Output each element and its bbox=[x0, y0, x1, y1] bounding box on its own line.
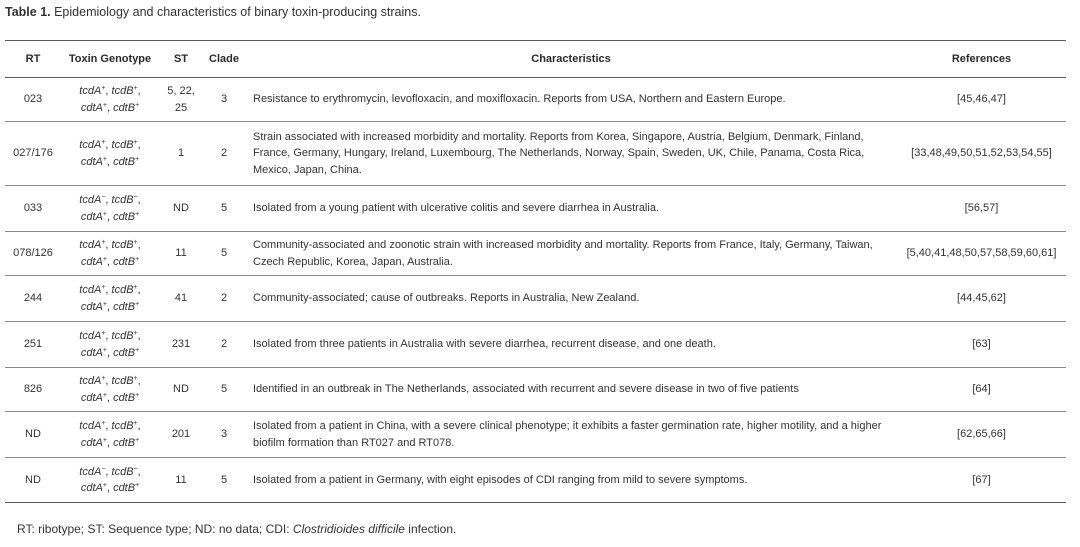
table-row bbox=[5, 232, 1066, 276]
table-caption-text: Epidemiology and characteristics of binary toxin-producing strains. bbox=[50, 5, 421, 19]
genotype-gene: cdtB bbox=[113, 346, 136, 359]
genotype-sign: + bbox=[135, 391, 140, 399]
genotype-sign: + bbox=[101, 85, 106, 92]
genotype-sign: + bbox=[135, 346, 140, 354]
genotype-sign: + bbox=[102, 155, 107, 163]
genotype-separator: , bbox=[137, 239, 141, 251]
cell-st: 5, 22, 25 bbox=[167, 85, 195, 114]
cell-clade: 2 bbox=[220, 147, 228, 160]
genotype-sign: + bbox=[135, 155, 140, 163]
genotype-gene: tcdB bbox=[111, 284, 134, 296]
genotype-sign: + bbox=[135, 300, 140, 308]
genotype-gene: tcdA bbox=[79, 375, 102, 387]
genotype-separator: , bbox=[137, 465, 141, 478]
genotype-gene: tcdB bbox=[111, 85, 134, 97]
cell-toxin-genotype bbox=[61, 458, 159, 503]
genotype-sign: + bbox=[102, 101, 107, 109]
genotype-gene: tcdA bbox=[79, 85, 102, 97]
header-references: References bbox=[951, 52, 1012, 65]
cell-clade: 5 bbox=[220, 473, 228, 486]
genotype-gene: tcdB bbox=[111, 465, 134, 478]
genotype-sign: + bbox=[135, 101, 140, 109]
header-toxin-genotype: Toxin Genotype bbox=[68, 52, 152, 65]
genotype-separator: , bbox=[106, 346, 114, 359]
genotype-gene: cdtA bbox=[80, 210, 103, 223]
genotype-gene: tcdB bbox=[111, 194, 134, 206]
cell-toxin-genotype bbox=[61, 78, 159, 122]
cell-references: [5,40,41,48,50,57,58,59,60,61] bbox=[906, 247, 1057, 260]
cell-st: 41 bbox=[174, 292, 188, 305]
cell-references: [62,65,66] bbox=[957, 428, 1006, 441]
table-row bbox=[5, 122, 1066, 186]
genotype-sign: + bbox=[135, 210, 140, 218]
cell-references: [64] bbox=[972, 383, 991, 396]
genotype-sign: + bbox=[133, 85, 138, 92]
genotype-separator: , bbox=[106, 155, 114, 168]
genotype-sign: + bbox=[102, 346, 107, 354]
genotype-separator: , bbox=[105, 139, 112, 151]
cell-characteristics: Community-associated and zoonotic strain with increased morbidity and mortality. Reports from France, Italy, Germany, Taiwan, Czech Republic, Korea, Japan, Australia. bbox=[253, 239, 873, 268]
genotype-sign: + bbox=[102, 391, 107, 399]
cell-characteristics: Resistance to erythromycin, levofloxacin, and moxifloxacin. Reports from USA, Northern and Eastern Europe. bbox=[253, 93, 786, 106]
cell-toxin-genotype bbox=[61, 368, 159, 412]
genotype-sign: + bbox=[101, 139, 106, 146]
genotype-gene: cdtB bbox=[113, 155, 136, 168]
cell-characteristics: Isolated from three patients in Australia with severe diarrhea, recurrent disease, and one death. bbox=[253, 338, 716, 351]
cell-toxin-genotype bbox=[61, 412, 159, 458]
genotype-separator: , bbox=[137, 194, 141, 206]
genotype-separator: , bbox=[105, 239, 112, 251]
cell-rt: 251 bbox=[23, 338, 43, 351]
genotype-sign: − bbox=[133, 465, 138, 473]
cell-references: [56,57] bbox=[964, 202, 999, 215]
genotype-gene: cdtA bbox=[80, 482, 103, 494]
genotype-gene: cdtB bbox=[113, 210, 136, 223]
genotype-gene: cdtA bbox=[80, 346, 103, 359]
cell-clade: 2 bbox=[220, 292, 228, 305]
cell-clade: 3 bbox=[220, 428, 228, 441]
cell-rt: 244 bbox=[23, 292, 43, 305]
genotype-separator: , bbox=[106, 255, 114, 268]
genotype-separator: , bbox=[106, 436, 114, 449]
genotype-sign: + bbox=[101, 330, 106, 337]
genotype-separator: , bbox=[106, 210, 114, 223]
cell-rt: 078/126 bbox=[13, 247, 53, 260]
table-row bbox=[5, 458, 1066, 503]
genotype-sign: + bbox=[102, 255, 107, 263]
footnote-organism: Clostridioides difficile bbox=[292, 522, 405, 536]
header-st: ST bbox=[173, 52, 189, 65]
genotype-separator: , bbox=[105, 85, 112, 97]
genotype-sign: + bbox=[133, 330, 138, 337]
genotype-gene: cdtA bbox=[80, 101, 103, 114]
cell-references: [67] bbox=[972, 473, 991, 486]
genotype-gene: cdtA bbox=[80, 155, 103, 168]
cell-references: [33,48,49,50,51,52,53,54,55] bbox=[911, 147, 1052, 160]
genotype-gene: tcdB bbox=[111, 330, 134, 342]
genotype-gene: tcdA bbox=[79, 284, 102, 296]
cell-st: 11 bbox=[175, 247, 187, 260]
genotype-separator: , bbox=[137, 375, 141, 387]
header-clade: Clade bbox=[209, 52, 239, 65]
genotype-separator: , bbox=[137, 330, 141, 342]
genotype-sign: + bbox=[102, 482, 107, 489]
cell-rt: 027/176 bbox=[13, 147, 53, 160]
genotype-separator: , bbox=[105, 330, 112, 342]
genotype-separator: , bbox=[106, 391, 114, 404]
genotype-separator: , bbox=[105, 420, 112, 432]
table-row bbox=[5, 412, 1066, 458]
cell-characteristics: Community-associated; cause of outbreaks. Reports in Australia, New Zealand. bbox=[253, 292, 640, 305]
genotype-sign: + bbox=[133, 420, 138, 427]
genotype-gene: cdtB bbox=[113, 101, 136, 114]
genotype-gene: tcdA bbox=[79, 465, 102, 478]
table-row bbox=[5, 322, 1066, 368]
genotype-separator: , bbox=[106, 482, 114, 494]
genotype-separator: , bbox=[105, 375, 112, 387]
genotype-sign: + bbox=[102, 210, 107, 218]
table-body bbox=[5, 78, 1066, 503]
cell-toxin-genotype bbox=[61, 276, 159, 322]
genotype-sign: − bbox=[101, 194, 106, 201]
cell-references: [63] bbox=[972, 338, 991, 351]
genotype-gene: cdtB bbox=[113, 436, 136, 449]
genotype-separator: , bbox=[105, 194, 112, 206]
genotype-gene: cdtB bbox=[113, 482, 136, 494]
genotype-sign: + bbox=[102, 436, 107, 444]
cell-rt: ND bbox=[25, 473, 41, 486]
table-caption bbox=[5, 4, 421, 20]
header-rt: RT bbox=[25, 52, 41, 65]
genotype-separator: , bbox=[137, 85, 141, 97]
genotype-sign: + bbox=[101, 375, 106, 382]
genotype-gene: tcdA bbox=[79, 330, 102, 342]
cell-st: 201 bbox=[171, 428, 191, 441]
cell-toxin-genotype bbox=[61, 322, 159, 368]
genotype-separator: , bbox=[137, 284, 141, 296]
cell-characteristics: Strain associated with increased morbidity and mortality. Reports from Korea, Singapore, Austria, Belgium, Denmark, Finland, France, Germany, Hungary, Ireland, Luxembourg, The Netherlands, Norway, Spain, Sweden, UK, Chile, Panama, Costa Rica, Mexico, Japan, China. bbox=[253, 130, 865, 176]
cell-toxin-genotype bbox=[61, 186, 159, 232]
genotype-gene: tcdA bbox=[79, 239, 102, 251]
cell-rt: ND bbox=[25, 428, 41, 441]
genotype-sign: + bbox=[101, 239, 106, 246]
table-caption-label: Table 1. bbox=[5, 5, 51, 19]
genotype-sign: + bbox=[101, 420, 106, 427]
cell-references: [44,45,62] bbox=[957, 292, 1006, 305]
header-characteristics: Characteristics bbox=[531, 52, 611, 65]
genotype-separator: , bbox=[105, 465, 112, 478]
cell-rt: 033 bbox=[23, 202, 43, 215]
genotype-gene: cdtA bbox=[80, 436, 103, 449]
cell-st: ND bbox=[173, 202, 189, 215]
genotype-sign: + bbox=[102, 300, 107, 308]
genotype-sign: + bbox=[133, 239, 138, 246]
header-row bbox=[5, 41, 1066, 78]
cell-characteristics: Isolated from a young patient with ulcerative colitis and severe diarrhea in Australia. bbox=[253, 202, 659, 215]
genotype-gene: tcdB bbox=[111, 375, 134, 387]
genotype-gene: tcdB bbox=[111, 139, 134, 151]
genotype-sign: + bbox=[101, 284, 106, 291]
table-header bbox=[5, 41, 1066, 78]
cell-characteristics: Isolated from a patient in China, with a severe clinical phenotype; it exhibits a faster germination rate, higher motility, and a higher biofilm formation than RT027 and RT078. bbox=[253, 420, 882, 449]
genotype-separator: , bbox=[137, 420, 141, 432]
genotype-sign: + bbox=[135, 482, 140, 489]
genotype-sign: − bbox=[101, 465, 106, 473]
genotype-separator: , bbox=[106, 101, 114, 114]
cell-clade: 3 bbox=[220, 93, 228, 106]
genotype-gene: tcdA bbox=[79, 194, 102, 206]
cell-st: 231 bbox=[171, 338, 191, 351]
cell-references: [45,46,47] bbox=[957, 93, 1006, 106]
cell-st: ND bbox=[173, 383, 189, 396]
cell-characteristics: Identified in an outbreak in The Netherlands, associated with recurrent and severe disease in two of five patients bbox=[253, 383, 799, 396]
genotype-gene: tcdA bbox=[79, 139, 102, 151]
cell-rt: 023 bbox=[23, 93, 43, 106]
footnote-text: RT: ribotype; ST: Sequence type; ND: no data; CDI: bbox=[17, 522, 293, 536]
genotype-separator: , bbox=[106, 300, 114, 313]
table-footnote bbox=[17, 521, 456, 537]
table-row bbox=[5, 368, 1066, 412]
genotype-separator: , bbox=[105, 284, 112, 296]
cell-toxin-genotype bbox=[61, 232, 159, 276]
cell-st: 11 bbox=[175, 473, 187, 486]
genotype-gene: cdtB bbox=[113, 255, 136, 268]
cell-clade: 5 bbox=[220, 383, 228, 396]
genotype-sign: − bbox=[133, 194, 138, 201]
cell-toxin-genotype bbox=[61, 122, 159, 186]
cell-rt: 826 bbox=[23, 383, 43, 396]
genotype-sign: + bbox=[133, 284, 138, 291]
genotype-gene: tcdB bbox=[111, 420, 134, 432]
strains-table bbox=[5, 40, 1066, 503]
cell-clade: 5 bbox=[220, 202, 228, 215]
table-row bbox=[5, 276, 1066, 322]
cell-st: 1 bbox=[177, 147, 185, 160]
cell-clade: 2 bbox=[220, 338, 228, 351]
genotype-gene: cdtA bbox=[80, 255, 103, 268]
genotype-gene: cdtA bbox=[80, 391, 103, 404]
cell-characteristics: Isolated from a patient in Germany, with eight episodes of CDI ranging from mild to severe symptoms. bbox=[253, 473, 748, 486]
cell-clade: 5 bbox=[220, 247, 228, 260]
genotype-gene: cdtB bbox=[113, 391, 136, 404]
table-row bbox=[5, 78, 1066, 122]
genotype-sign: + bbox=[135, 436, 140, 444]
genotype-gene: cdtB bbox=[113, 300, 136, 313]
genotype-gene: cdtA bbox=[80, 300, 103, 313]
genotype-gene: tcdA bbox=[79, 420, 102, 432]
genotype-gene: tcdB bbox=[111, 239, 134, 251]
genotype-sign: + bbox=[133, 139, 138, 146]
genotype-separator: , bbox=[137, 139, 141, 151]
genotype-sign: + bbox=[133, 375, 138, 382]
genotype-sign: + bbox=[135, 255, 140, 263]
table-row bbox=[5, 186, 1066, 232]
footnote-suffix: infection. bbox=[404, 522, 457, 536]
